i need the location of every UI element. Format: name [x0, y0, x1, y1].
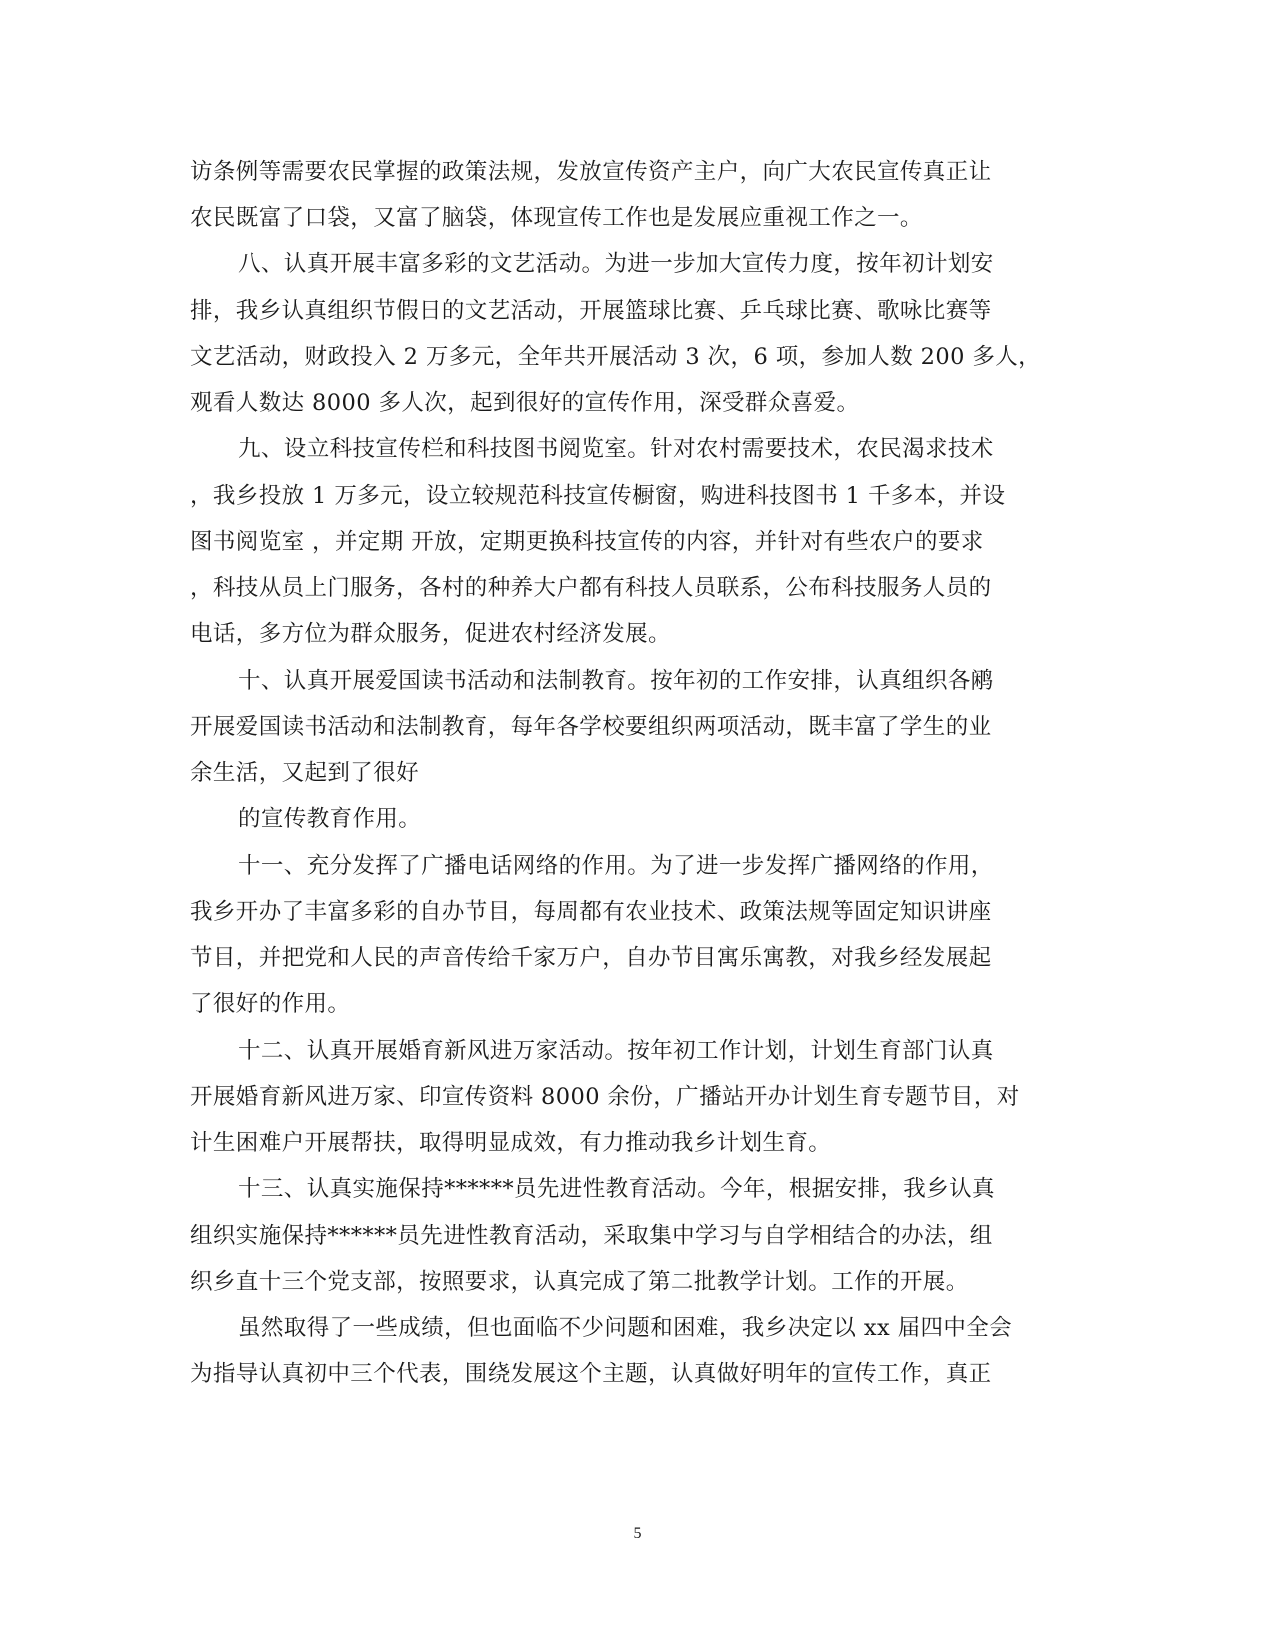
- text-line: 排，我乡认真组织节假日的文艺活动，开展篮球比赛、乒乓球比赛、歌咏比赛等: [190, 298, 992, 324]
- text-line: 开展爱国读书活动和法制教育，每年各学校要组织两项活动，既丰富了学生的业: [190, 714, 992, 740]
- text-line: ，科技从员上门服务，各村的种养大户都有科技人员联系，公布科技服务人员的: [190, 575, 992, 601]
- text-line: 文艺活动，财政投入 2 万多元，全年共开展活动 3 次，6 项，参加人数 200 多人，: [190, 344, 1042, 370]
- text-line: 余生活，又起到了很好: [190, 760, 420, 786]
- text-line: 计生困难户开展帮扶，取得明显成效，有力推动我乡计划生育。: [190, 1130, 832, 1156]
- text-line: 观看人数达 8000 多人次，起到很好的宣传作用，深受群众喜爱。: [190, 390, 860, 416]
- paragraph-heading-8: 八、认真开展丰富多彩的文艺活动。为进一步加大宣传力度，按年初计划安: [238, 251, 994, 277]
- text-line: 为指导认真初中三个代表，围绕发展这个主题，认真做好明年的宣传工作，真正: [190, 1361, 992, 1387]
- page-number: 5: [633, 1525, 642, 1542]
- text-line: 我乡开办了丰富多彩的自办节目，每周都有农业技术、政策法规等固定知识讲座: [190, 899, 992, 925]
- text-line: ，我乡投放 1 万多元，设立较规范科技宣传橱窗，购进科技图书 1 千多本，并设: [190, 483, 1006, 509]
- text-line: 了很好的作用。: [190, 991, 351, 1017]
- text-line: 组织实施保持******员先进性教育活动，采取集中学习与自学相结合的办法，组: [190, 1223, 993, 1249]
- text-line: 电话，多方位为群众服务，促进农村经济发展。: [190, 621, 671, 647]
- closing-paragraph: 虽然取得了一些成绩，但也面临不少问题和困难，我乡决定以 xx 届四中全会: [238, 1315, 1013, 1341]
- paragraph-heading-10: 十、认真开展爱国读书活动和法制教育。按年初的工作安排，认真组织各鹇: [238, 668, 994, 694]
- paragraph-heading-13: 十三、认真实施保持******员先进性教育活动。今年，根据安排，我乡认真: [238, 1176, 995, 1202]
- text-line: 节目，并把党和人民的声音传给千家万户，自办节目寓乐寓教，对我乡经发展起: [190, 945, 992, 971]
- text-line: 织乡直十三个党支部，按照要求，认真完成了第二批教学计划。工作的开展。: [190, 1269, 969, 1295]
- paragraph-heading-12: 十二、认真开展婚育新风进万家活动。按年初工作计划，计划生育部门认真: [238, 1038, 994, 1064]
- text-line: 图书阅览室 ，并定期 开放，定期更换科技宣传的内容，并针对有些农户的要求: [190, 529, 984, 555]
- text-line: 开展婚育新风进万家、印宣传资料 8000 余份，广播站开办计划生育专题节目，对: [190, 1084, 1020, 1110]
- paragraph-heading-9: 九、设立科技宣传栏和科技图书阅览室。针对农村需要技术，农民渴求技术: [238, 436, 994, 462]
- paragraph-heading-11: 十一、充分发挥了广播电话网络的作用。为了进一步发挥广播网络的作用，: [238, 853, 994, 879]
- text-line: 的宣传教育作用。: [238, 806, 422, 832]
- text-line: 访条例等需要农民掌握的政策法规，发放宣传资产主户，向广大农民宣传真正让: [190, 159, 992, 185]
- text-line: 农民既富了口袋，又富了脑袋，体现宣传工作也是发展应重视工作之一。: [190, 205, 923, 231]
